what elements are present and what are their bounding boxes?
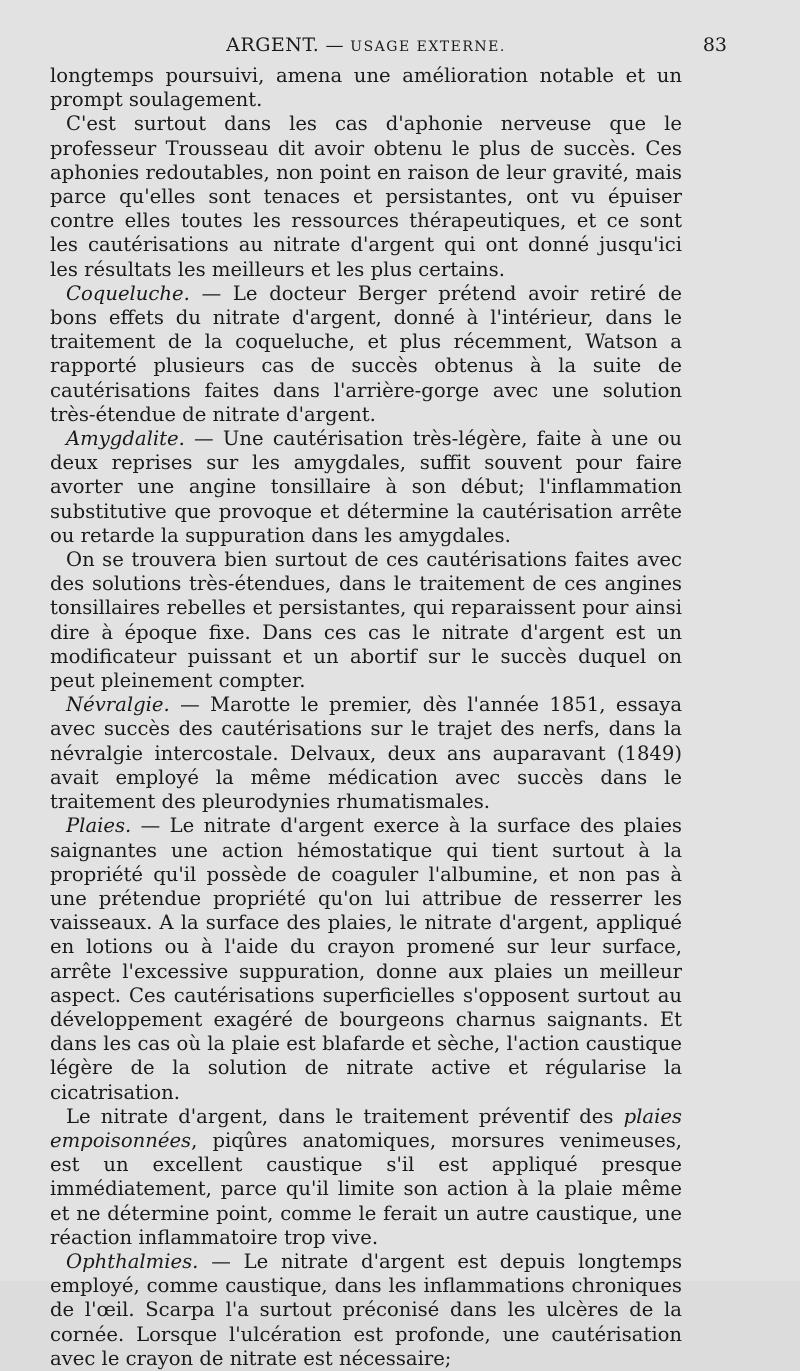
- paragraph-plaies: [50, 814, 682, 1104]
- paragraph-aphonie: [50, 112, 682, 281]
- paragraph-angines: [50, 548, 682, 693]
- paragraph-nevralgie: [50, 693, 682, 814]
- paragraph-text: — Marotte le premier, dès l'année 1851, essaya avec succès des cautérisations sur le trajet des nerfs, dans la névralgie intercostale. Delvaux, deux ans auparavant (1849) avait employé la même médication avec succès dans le traitement des pleurodynies rhumatismales.: [50, 693, 682, 814]
- section-lead: Plaies.: [66, 814, 132, 838]
- paragraph-text: C'est surtout dans les cas d'aphonie nerveuse que le professeur Trousseau dit avoir obtenu le plus de succès. Ces aphonies redoutables, non point en raison de leur gravité, mais parce qu'elles sont tenaces et persistantes, ont vu épuiser contre elles toutes les ressources thérapeutiques, et ce sont les cautérisations au nitrate d'argent qui ont donné jusqu'ici les résultats les meilleurs et les plus certains.: [50, 112, 682, 281]
- paragraph-text: — Le docteur Berger prétend avoir retiré de bons effets du nitrate d'argent, donné à l'intérieur, dans le traitement de la coqueluche, et plus récemment, Watson a rapporté plusieurs cas de succès obtenus à la suite de cautérisations faites dans l'arrière-gorge avec une solution très-étendue de nitrate d'argent.: [50, 281, 682, 426]
- section-lead: Amygdalite.: [66, 427, 185, 451]
- paragraph-text: longtemps poursuivi, amena une amélioration notable et un prompt soulagement.: [50, 64, 682, 112]
- paragraph-ophthalmies: [50, 1250, 682, 1371]
- paragraph-text: — Le nitrate d'argent exerce à la surface des plaies saignantes une action hémostatique qui tient surtout à la propriété qu'il possède de coaguler l'albumine, et non pas à une prétendue propriété qu'on lui attribue de resserrer les vaisseaux. A la surface des plaies, le nitrate d'argent, appliqué en lotions ou à l'aide du crayon promené sur leur surface, arrête l'excessive suppuration, donne aux plaies un meilleur aspect. Ces cautérisations superficielles s'opposent surtout au développement exagéré de bourgeons charnus saignants. Et dans les cas où la plaie est blafarde et sèche, l'action caustique légère de la solution de nitrate active et régularise la cicatrisation.: [50, 814, 682, 1104]
- section-lead: Ophthalmies.: [66, 1249, 199, 1273]
- paragraph-amygdalite: [50, 427, 682, 548]
- paragraph-plaies-empoisonnees: [50, 1105, 682, 1250]
- paragraph-continuation: [50, 64, 682, 112]
- running-title: [226, 34, 506, 56]
- paragraph-coqueluche: [50, 282, 682, 427]
- header-title: ARGENT.: [226, 34, 320, 56]
- section-lead: Coqueluche.: [66, 281, 190, 305]
- page-number: 83: [702, 34, 727, 56]
- running-header: [50, 34, 727, 64]
- section-lead: Névralgie.: [66, 693, 170, 717]
- paragraph-text: — Le nitrate d'argent est depuis longtemps employé, comme caustique, dans les inflammations chroniques de l'œil. Scarpa l'a surtout préconisé dans les ulcères de la cornée. Lorsque l'ulcération est profonde, une cautérisation avec le crayon de nitrate est nécessaire;: [50, 1249, 682, 1370]
- paragraph-text: On se trouvera bien surtout de ces cautérisations faites avec des solutions très-étendues, dans le traitement de ces angines tonsillaires rebelles et persistantes, qui reparaissent pour ainsi dire à époque fixe. Dans ces cas le nitrate d'argent est un modificateur puissant et un abortif sur le succès duquel on peut pleinement compter.: [50, 548, 682, 693]
- paragraph-text: Le nitrate d'argent, dans le traitement préventif des: [66, 1104, 624, 1128]
- page-body: [50, 64, 682, 1371]
- paragraph-text: — Une cautérisation très-légère, faite à une ou deux reprises sur les amygdales, suffit souvent pour faire avorter une angine tonsillaire à son début; l'inflammation substitutive que provoque et détermine la cautérisation arrête ou retarde la suppuration dans les amygdales.: [50, 427, 682, 547]
- italic-term: plaies empoisonnées: [50, 1104, 682, 1152]
- header-subtitle: USAGE EXTERNE.: [350, 39, 506, 55]
- paragraph-text: , piqûres anatomiques, morsures venimeuses, est un excellent caustique s'il est appliqué presque immédiatement, parce qu'il limite son action à la plaie même et ne détermine point, comme le ferait un autre caustique, une réaction inflammatoire trop vive.: [50, 1128, 682, 1249]
- header-dash: —: [325, 35, 345, 56]
